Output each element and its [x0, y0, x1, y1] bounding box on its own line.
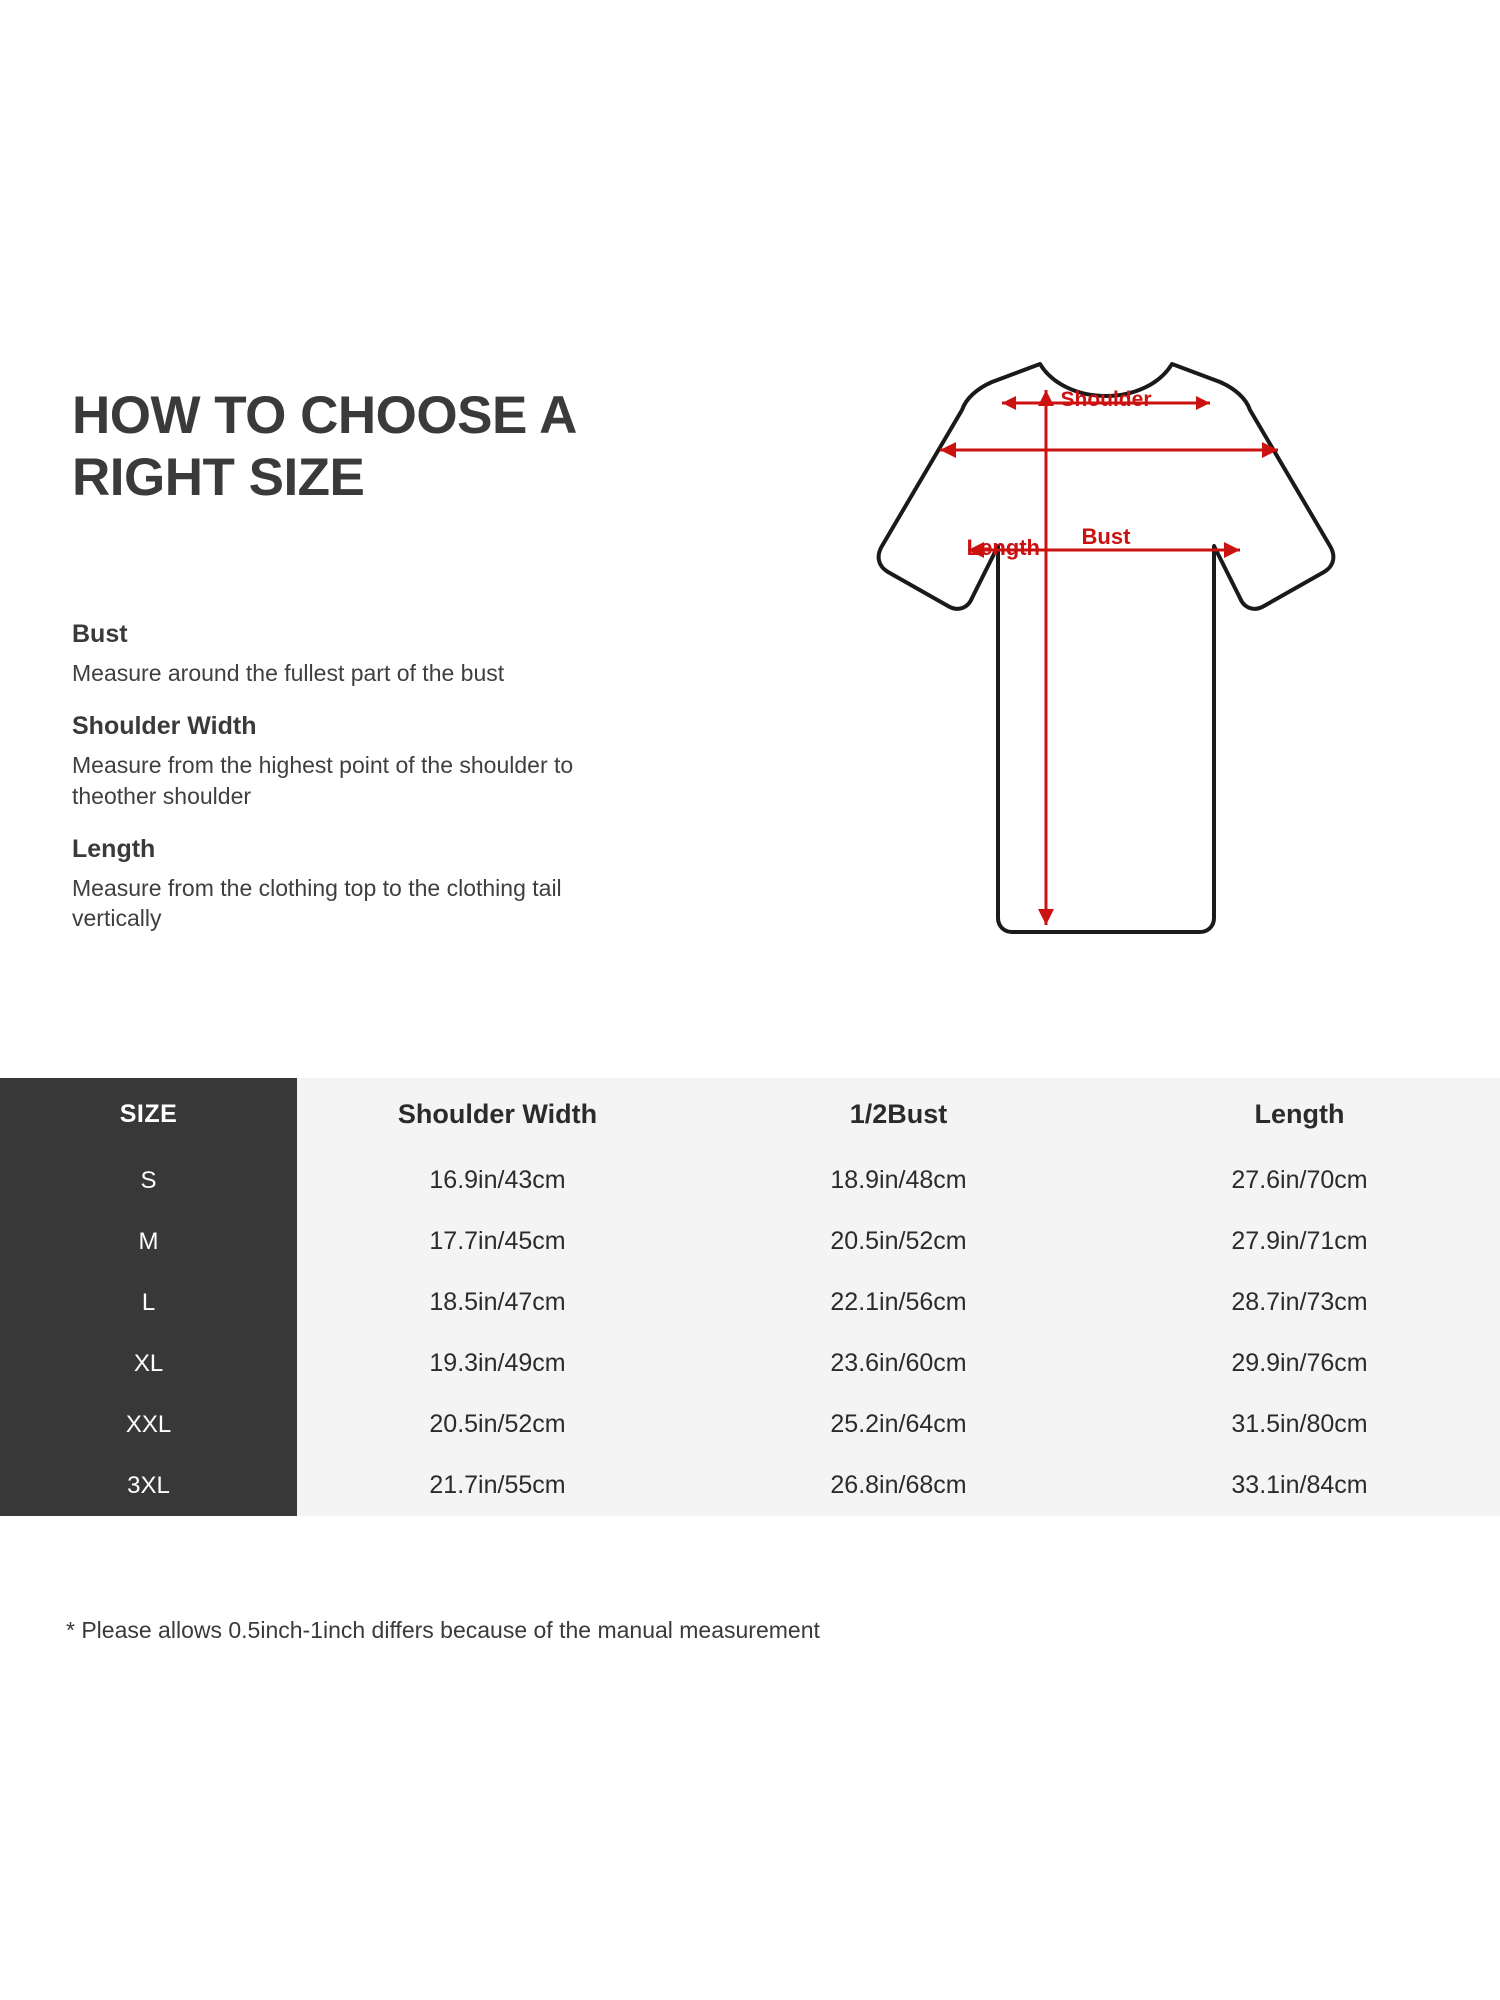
length-value: 27.6in/70cm [1099, 1150, 1500, 1211]
size-label: L [0, 1272, 297, 1333]
shoulder-label: Shoulder [1060, 388, 1152, 411]
page-title: HOW TO CHOOSE A RIGHT SIZE [72, 386, 575, 507]
table-row [0, 1455, 1500, 1516]
size-chart-table [0, 1078, 1500, 1516]
shoulder-width-value: 16.9in/43cm [297, 1150, 698, 1211]
half-bust-value: 20.5in/52cm [698, 1211, 1099, 1272]
column-header-shoulder-width: Shoulder Width [297, 1078, 698, 1150]
size-label: XL [0, 1333, 297, 1394]
column-header-size: SIZE [0, 1078, 297, 1150]
length-value: 33.1in/84cm [1099, 1455, 1500, 1516]
size-label: 3XL [0, 1455, 297, 1516]
bust-label: Bust [1081, 524, 1131, 549]
measurement-length [72, 835, 652, 934]
half-bust-value: 18.9in/48cm [698, 1150, 1099, 1211]
half-bust-value: 23.6in/60cm [698, 1333, 1099, 1394]
size-label: XXL [0, 1394, 297, 1455]
size-label: S [0, 1150, 297, 1211]
measurement-instructions [72, 620, 652, 958]
table-header-row [0, 1078, 1500, 1150]
measurement-bust-description: Measure around the fullest part of the bust [72, 660, 505, 686]
measurement-shoulder-width-title: Shoulder Width [72, 712, 257, 741]
measurement-length-title: Length [72, 835, 156, 864]
shoulder-width-value: 21.7in/55cm [297, 1455, 698, 1516]
table-row [0, 1272, 1500, 1333]
measurement-bust-title: Bust [72, 620, 128, 648]
length-label: Length [966, 535, 1040, 560]
measurement-length-description: Measure from the clothing top to the clothing tail vertically [72, 875, 562, 932]
measurement-shoulder-width-description: Measure from the highest point of the shoulder to theother shoulder [72, 752, 574, 809]
shoulder-width-value: 18.5in/47cm [297, 1272, 698, 1333]
column-header-length: Length [1099, 1078, 1500, 1150]
half-bust-value: 22.1in/56cm [698, 1272, 1099, 1333]
measurement-bust [72, 620, 652, 688]
size-guide-top-section [0, 330, 1500, 1070]
tshirt-diagram [740, 350, 1400, 1030]
length-value: 27.9in/71cm [1099, 1211, 1500, 1272]
table-row [0, 1394, 1500, 1455]
half-bust-value: 26.8in/68cm [698, 1455, 1099, 1516]
shoulder-width-value: 17.7in/45cm [297, 1211, 698, 1272]
length-value: 29.9in/76cm [1099, 1333, 1500, 1394]
size-label: M [0, 1211, 297, 1272]
measurement-shoulder-width [72, 712, 652, 811]
shoulder-width-value: 19.3in/49cm [297, 1333, 698, 1394]
measurement-footnote: * Please allows 0.5inch-1inch differs because of the manual measurement [66, 1617, 820, 1643]
table-row [0, 1150, 1500, 1211]
table-row [0, 1333, 1500, 1394]
table-row [0, 1211, 1500, 1272]
shoulder-width-value: 20.5in/52cm [297, 1394, 698, 1455]
column-header-half-bust: 1/2Bust [698, 1078, 1099, 1150]
length-value: 28.7in/73cm [1099, 1272, 1500, 1333]
length-value: 31.5in/80cm [1099, 1394, 1500, 1455]
half-bust-value: 25.2in/64cm [698, 1394, 1099, 1455]
